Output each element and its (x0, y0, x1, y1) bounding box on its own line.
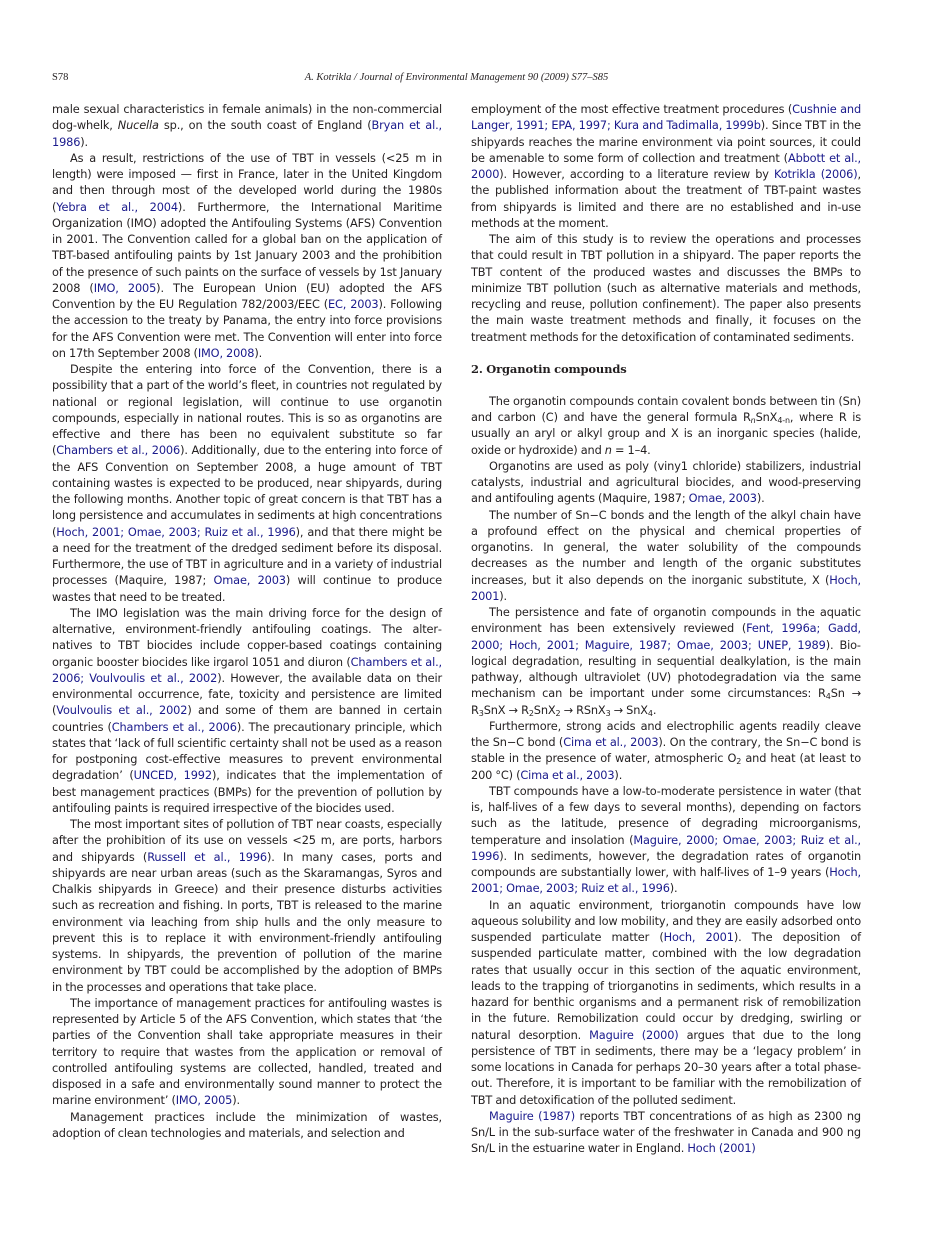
citation-link[interactable]: Abbott et al., 2000 (471, 150, 861, 181)
text: Management practices include the minimization of wastes, adoption of clean technologies and materials, and selection and (52, 1109, 442, 1140)
right-paragraphs-before-heading (471, 101, 861, 345)
text: ). On the contrary, the Sn−C bond is stable in the presence of water, atmospheric O (471, 735, 862, 766)
paragraph (471, 393, 861, 458)
text: = 1–4. (611, 442, 651, 457)
subscript: 3 (478, 708, 484, 718)
text: ), and that there might be a need for the treatment of the dredged sediment before its disposal. Furthermore, the use of TBT in agriculture and in a variety of industrial processes (Maquire, 1987; (52, 524, 442, 588)
text: ). Biological degradation, resulting in sequential dealkylation, is the main pathway, although ultraviolet (UV) photodegradation via the same mechanism can be important under some circumstances: R (471, 637, 862, 701)
citation-link[interactable]: Chambers et al., 2006; Voulvoulis et al., 2002 (52, 654, 442, 685)
text: In an aquatic environment, triorganotin compounds have low aqueous solubility and low mobility, and they are easily adsorbed onto suspended particulate matter ( (471, 897, 861, 944)
citation-link[interactable]: Maguire (2000) (589, 1027, 679, 1042)
text: sp., on the south coast of England ( (158, 118, 372, 133)
text: Organotins are used as poly (viny1 chloride) stabilizers, industrial catalysts, industrial and agricultural biocides, and wood-preserving and antifouling agents (Maquire, 1987; (471, 458, 861, 506)
running-head (52, 72, 861, 88)
citation-link[interactable]: IMO, 2005 (175, 1093, 233, 1108)
section-heading-organotin-compounds: 2. Organotin compounds (471, 361, 627, 376)
subscript: n (750, 416, 756, 425)
subscript: 2 (736, 757, 742, 767)
text: SnX (755, 410, 778, 424)
paragraph (471, 718, 861, 783)
text: ). Furthermore, the International Maritime Organization (IMO) adopted the Antifouling Systems (AFS) Convention in 2001. The Convention called for a global ban on the application of TBT-based antifouling paints by 1st January 2003 and the prohibition of the presence of such paints on the surface of vessels by 1st January 2008 ( (52, 199, 443, 295)
text: ). Following the accession to the treaty by Panama, the entry into force provisions for the AFS Convention were met. The Convention will enter into force on 17th September 2008 ( (52, 297, 442, 360)
citation-link[interactable]: Cima et al., 2003 (563, 735, 659, 749)
citation-link[interactable]: IMO, 2005 (93, 280, 157, 295)
text: ). Since TBT in the shipyards reaches the marine environment via point sources, it could be amenable to some form of collection and treatment ( (471, 118, 861, 165)
text: ). The European Union (EU) adopted the AFS Convention by the EU Regulation 782/2003/EEC ( (52, 280, 442, 311)
text: reports TBT concentrations of as high as 2300 ng Sn/L in the sub-surface water of the freshwater in Canada and 900 ng Sn/L in the estuarine water in England. (471, 1108, 861, 1156)
text: ). Additionally, due to the entering into force of the AFS Convention on September 2008, a huge amount of TBT containing wastes is expected to be produced, near shipyards, during the following months. Another topic of great concern is that TBT has a long persistence and accumulates in sediments at high concentrations ( (52, 443, 442, 539)
citation-link[interactable]: Cushnie and Langer, 1991; EPA, 1997; Kura and Tadimalla, 1999b (471, 102, 862, 133)
text: employment of the most effective treatment procedures ( (471, 102, 793, 116)
subscript: 2 (555, 708, 561, 718)
paragraph (471, 604, 861, 718)
text: TBT compounds have a low-to-moderate persistence in water (that is, half-lives of a few days to several months), depending on factors such as the latitude, presence of degrading microorganisms, temperature and insolation ( (471, 783, 861, 847)
text: . (652, 702, 657, 717)
citation-link[interactable]: Hoch, 2001 (471, 572, 861, 603)
right-column (471, 101, 861, 1157)
text: Furthermore, strong acids and electrophilic agents readily cleave the Sn−C bond ( (471, 718, 861, 749)
paragraph (471, 101, 861, 231)
paragraph (52, 605, 442, 816)
text: The organotin compounds contain covalent bonds between tin (Sn) and carbon (C) and have the general formula R (471, 393, 861, 424)
citation-link[interactable]: EC, 2003 (328, 297, 379, 311)
paragraph (52, 1109, 442, 1142)
text: As a result, restrictions of the use of TBT in vessels (<25 m in length) were imposed — first in France, later in the United Kingdom and then through most of the developed world during the 1980s ( (52, 150, 442, 214)
citation-link[interactable]: Hoch, 2001; Omae, 2003; Ruiz et al., 1996 (471, 865, 861, 896)
text: The number of Sn−C bonds and the length of the alkyl chain have a profound effect on the physical and chemical properties of organotins. In general, the water solubility of the compounds decreases as the number and length of the organic substitutes increases, but it also depends on the inorganic substitute, X ( (471, 507, 861, 587)
text: SnX → R (483, 702, 529, 717)
paragraph (52, 995, 442, 1109)
text: The IMO legislation was the main driving force for the design of alternative, environment-friendly antifouling coatings. The alternatives to TBT biocides include copper-based coatings containing organic booster biocides like irgarol 1051 and diuron ( (52, 605, 442, 669)
paragraph (52, 150, 442, 361)
text: The most important sites of pollution of TBT near coasts, especially after the prohibition of its use on vessels <25 m, are ports, harbors and shipyards ( (52, 817, 442, 864)
citation-link[interactable]: Hoch (2001) (687, 1141, 756, 1156)
subscript: 4 (825, 692, 831, 702)
text: ). The precautionary principle, which states that ‘lack of full scientific certainty shall not be used as a reason for postponing cost-effective measures to prevent environmental degradation’ ( (52, 719, 443, 783)
text: ). (614, 767, 623, 782)
text: ). (232, 1093, 240, 1108)
text: ). However, according to a literature review by (499, 167, 774, 181)
citation-link[interactable]: Omae, 2003 (688, 491, 757, 506)
text: ), indicates that the implementation of best management practices (BMPs) for the prevention of pollution by antifouling paints is required irrespective of the biocides used. (52, 768, 442, 815)
text: ) and some of them are banned in certain countries ( (52, 703, 443, 734)
text: The aim of this study is to review the operations and processes that could result in TBT pollution in a shipyard. The paper reports the TBT content of the produced wastes and discusses the BMPs to minimize TBT pollution (such as alternative materials and methods, recycling and reuse, pollution confinement). The paper also presents the main waste treatment methods and finally, it focuses on the treatment methods for the detoxification of contaminated sediments. (471, 232, 861, 344)
text: ). (80, 134, 89, 149)
text: The persistence and fate of organotin compounds in the aquatic environment has been extensively reviewed ( (471, 605, 861, 636)
citation-link[interactable]: Russell et al., 1996 (147, 849, 267, 864)
text: ). (756, 491, 765, 506)
citation-link[interactable]: Hoch, 2001; Omae, 2003; Ruiz et al., 1996 (56, 524, 296, 539)
text: ). The deposition of suspended particulate matter, combined with the low degradation rates that usually occur in this section of the aquatic environment, leads to the trapping of triorganotins in sediments, which results in a hazard for benthic organisms and a permanent risk of remobilization in the future. Remobilization could occur by dredging, swirling or natural desorption. (471, 930, 862, 1042)
italic-text: Nucella (117, 118, 159, 133)
subscript: 4-n (777, 416, 790, 425)
page-number: S78 (52, 72, 69, 83)
citation-link[interactable]: Fent, 1996a; Gadd, 2000; Hoch, 2001; Maguire, 1987; Omae, 2003; UNEP, 1989 (471, 621, 861, 652)
citation-link[interactable]: Hoch, 2001 (663, 930, 734, 944)
subscript: 3 (605, 708, 611, 718)
left-column (52, 101, 442, 1141)
text: ). (669, 881, 678, 896)
text: Despite the entering into force of the Convention, there is a possibility that a part of the world’s fleet, in countries not regulated by national or regional legislation, will continue to use organotin compounds, especially in national routes. This is so as organotins are effective and there has been no equivalent substitute so far ( (52, 362, 442, 458)
italic-text: n (604, 442, 612, 457)
paragraph (471, 897, 861, 1108)
text: ). In many cases, ports and shipyards are near urban areas (such as the Skaramangas, Syros and Chalkis shipyards in Greece) and their presence disturbs activities such as recreation and fishing. In ports, TBT is released to the marine environment via leaching from ship hulls and the only measure to prevent this is to replace it with environment-friendly antifouling systems. In shipyards, the prevention of pollution of the marine environment by TBT could be accomplished by the adoption of BMPs in the processes and operations that take place. (52, 849, 442, 994)
paragraph (52, 101, 442, 150)
text: and heat (at least to 200 °C) ( (471, 751, 861, 782)
citation-link[interactable]: Kotrikla (2006) (774, 167, 858, 181)
citation-link[interactable]: Yebra et al., 2004 (56, 199, 178, 214)
text: → SnX (610, 702, 648, 717)
paragraph (52, 361, 442, 605)
paragraph (471, 783, 861, 897)
citation-link[interactable]: Omae, 2003 (213, 573, 286, 588)
subscript: 4 (647, 708, 653, 718)
text: male sexual characteristics in female animals) in the non-commercial dog-whelk, (52, 102, 442, 133)
citation-link[interactable]: IMO, 2008 (197, 345, 255, 360)
text: → RSnX (560, 702, 606, 717)
text: ). (499, 588, 508, 603)
citation-link[interactable]: Chambers et al., 2006 (111, 719, 237, 734)
text: SnX (533, 702, 556, 717)
journal-citation: A. Kotrikla / Journal of Environmental Management 90 (2009) S77–S85 (304, 72, 609, 83)
right-paragraphs-after-heading (471, 393, 861, 1157)
citation-link[interactable]: Maguire (1987) (489, 1108, 575, 1123)
text: ) will continue to produce wastes that need to be treated. (52, 573, 442, 604)
citation-link[interactable]: Maguire, 2000; Omae, 2003; Ruiz et al., 1996 (471, 832, 862, 863)
citation-link[interactable]: UNCED, 1992 (133, 768, 212, 783)
text: ). (254, 345, 263, 360)
citation-link[interactable]: Chambers et al., 2006 (56, 443, 181, 458)
text: Sn → R (471, 686, 861, 717)
text: ). In sediments, however, the degradation rates of organotin compounds are substantially lower, with half-lives of 1–9 years ( (471, 848, 861, 879)
paragraph (471, 458, 861, 507)
text: argues that due to the long persistence of TBT in sediments, there may be a ‘legacy problem’ in some locations in Canada for perhaps 20–30 years after a total phase-out. Therefore, it is important to be familiar with the remobilization of TBT and detoxification of the polluted sediment. (471, 1027, 861, 1107)
subscript: 2 (528, 708, 534, 718)
citation-link[interactable]: Bryan et al., 1986 (52, 118, 442, 149)
paragraph (52, 816, 442, 995)
text: , the published information about the treatment of TBT-paint wastes from shipyards is limited and there are no established and in-use methods at the moment. (471, 167, 861, 230)
text: , where R is usually an aryl or alkyl group and X is an inorganic species (halide, oxide or hydroxide) and (471, 410, 861, 457)
paragraph (471, 1108, 861, 1157)
citation-link[interactable]: Voulvoulis et al., 2002 (56, 703, 188, 718)
citation-link[interactable]: Cima et al., 2003 (520, 767, 615, 782)
paragraph (471, 231, 861, 345)
paragraph (471, 507, 861, 605)
text: ). However, the available data on their environmental occurrence, fate, toxicity and persistence are limited ( (52, 670, 442, 718)
text: The importance of management practices for antifouling wastes is represented by Article 5 of the AFS Convention, which states that ‘the parties of the Convention shall take appropriate measures in their territory to require that wastes from the application or removal of controlled antifouling systems are collected, handled, treated and disposed in a safe and environmentally sound manner to protect the marine environment’ ( (52, 995, 442, 1108)
